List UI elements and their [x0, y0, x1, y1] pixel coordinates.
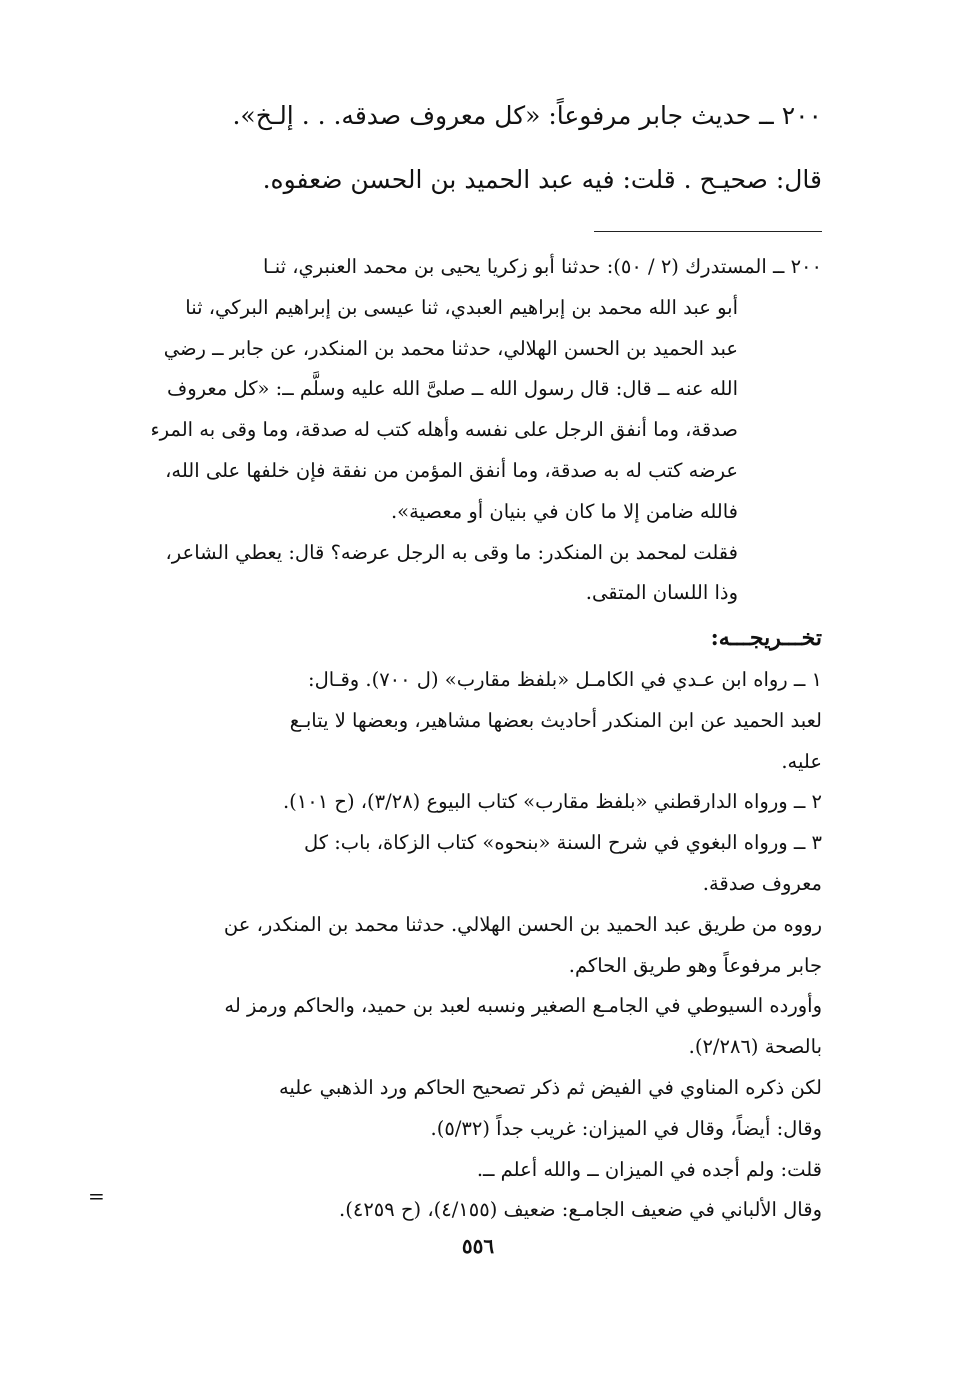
takhrij-line: معروف صدقة. [702, 871, 822, 895]
hadith-verdict: قال: صحيـح . قلت: فيه عبد الحميد بن الحسن ضعفوه. [262, 165, 822, 194]
takhrij-heading: تخـــريجـــه: [710, 625, 822, 651]
takhrij-line: وقال: أيضاً، وقال في الميزان: غريب جداً (٥/٣٢). [430, 1116, 822, 1140]
takhrij-line: بالصحة (٢/٢٨٦). [688, 1035, 822, 1059]
takhrij-section [132, 660, 822, 1231]
takhrij-line: جابر مرفوعاً وهو طريق الحاكم. [568, 953, 822, 977]
hadith-heading: ٢٠٠ ــ حديث جابر مرفوعاً: «كل معروف صدقه. . . إلـخ». [232, 101, 822, 130]
page-number: ٥٥٦ [461, 1234, 495, 1258]
source-line: الله عنه ــ قال: قال رسول الله ــ صلىَّ الله عليه وسلَّم ــ: «كل معروف [167, 377, 738, 401]
takhrij-line: قلت: ولم أجده في الميزان ــ والله أعلم ــ. [476, 1157, 822, 1181]
source-line: وذا اللسان المتقى. [585, 581, 738, 605]
takhrij-line: لكن ذكره المناوي في الفيض ثم ذكر تصحيح الحاكم ورد الذهبي عليه [278, 1075, 822, 1099]
source-line: فقلت لمحمد بن المنكدر: ما وقى به الرجل عرضه؟ قال: يعطي الشاعر، [165, 540, 738, 564]
takhrij-line: وأورده السيوطي في الجامـع الصغير ونسبه لعبد بن حميد، والحاكم ورمز له [224, 994, 822, 1018]
takhrij-line: ٣ ــ ورواه البغوي في شرح السنة «بنحوه» كتاب الزكاة، باب: كل [303, 831, 822, 855]
source-line: فالله ضامن إلا ما كان في بنيان أو معصية». [390, 499, 738, 523]
source-line: عبد الحميد بن الحسن الهلالي، حدثنا محمد بن المنكدر، عن جابر ــ رضي [163, 336, 738, 360]
source-line: عرضه كتب له به صدقة، وما أنفق المؤمن من نفقة فإن خلفها على الله، [165, 458, 738, 482]
takhrij-line: ٢ ــ ورواه الدارقطني «بلفظ مقارب» كتاب البيوع (٣/٢٨)، (ح ١٠١). [282, 790, 822, 814]
source-line: أبو عبد الله محمد بن إبراهيم العبدي، ثنا عيسى بن إبراهيم البركي، ثنا [185, 295, 738, 319]
takhrij-line: عليه. [781, 749, 822, 773]
source-line: صدقة، وما أنفق الرجل على نفسه وأهله كتب له صدقة، وما وقى به المرء [150, 418, 738, 442]
continuation-mark: = [88, 1184, 105, 1208]
takhrij-line: وقال الألباني في ضعيف الجامـع: ضعيف (٤/١٥٥)، (ح ٤٢٥٩). [339, 1198, 822, 1222]
takhrij-line: ١ ــ رواه ابن عـدي في الكامـل «بلفظ مقارب» (ل ٧٠٠). وقـال: [308, 668, 822, 691]
footnote-separator [594, 231, 822, 232]
source-note [132, 247, 822, 614]
takhrij-line: لعبد الحميد عن ابن المنكدر أحاديث بعضها مشاهير، وبعضها لا يتابـع [289, 708, 822, 732]
takhrij-line: رووه من طريق عبد الحميد بن الحسن الهلالي. حدثنا محمد بن المنكدر، عن [223, 912, 822, 936]
source-line: ٢٠٠ ــ المستدرك (٢ / ٥٠): حدثنا أبو زكريا يحيى بن محمد العنبري، ثنـا [263, 255, 822, 278]
